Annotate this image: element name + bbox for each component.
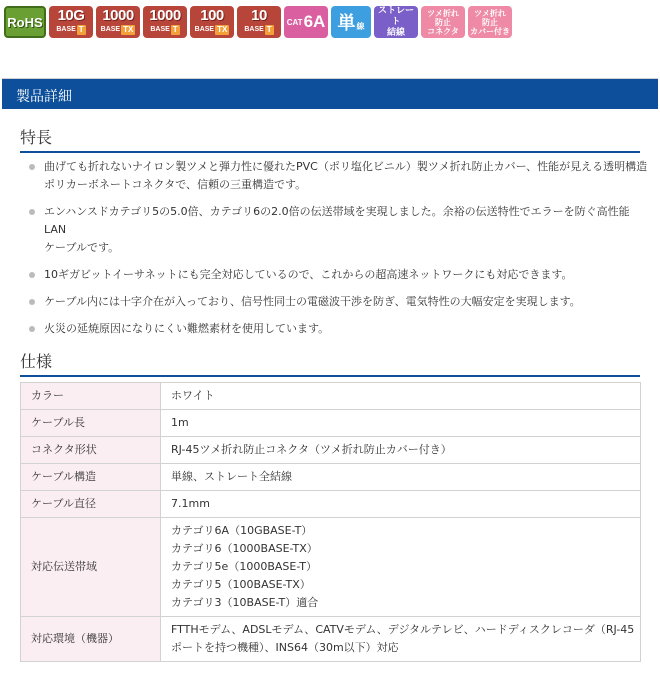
speed-badge-number: 10G [57, 7, 85, 24]
pink-badge-line2: 防止 [482, 17, 498, 27]
single-wire-badge-big: 単 [337, 13, 356, 34]
feature-text-line1: エンハンスドカテゴリ5の5.0倍、カテゴリ6の2.0倍の伝送帯域を実現しました。余裕の伝送特性でエラーを防ぐ高性能LAN [44, 205, 630, 236]
speed-badge-tag: TX [123, 25, 134, 34]
band-line: カテゴリ6（1000BASE-TX） [171, 542, 318, 555]
rohs-badge [4, 6, 46, 38]
bullet-icon [29, 209, 35, 215]
cat6a-badge [284, 6, 328, 38]
table-row [21, 518, 641, 617]
table-row [21, 410, 641, 437]
single-wire-badge [331, 6, 371, 38]
cat-badge-value: 6A [303, 12, 326, 31]
spec-value-env [161, 617, 641, 662]
speed-badge-base: BASE [150, 26, 170, 33]
spec-value: 7.1mm [161, 491, 641, 518]
speed-badge-base: BASE [244, 26, 264, 33]
feature-badges [4, 6, 512, 40]
spec-label: 対応環境（機器） [21, 617, 161, 662]
rohs-badge-label: RoHS [7, 14, 43, 30]
spec-value: RJ-45ツメ折れ防止コネクタ（ツメ折れ防止カバー付き） [161, 437, 641, 464]
env-line1: FTTHモデム、ADSLモデム、CATVモデム、デジタルテレビ、ハードディスクレコーダ（RJ-45 [171, 623, 635, 636]
spec-value: 1m [161, 410, 641, 437]
bullet-icon [29, 272, 35, 278]
spec-value: 単線、ストレート全結線 [161, 464, 641, 491]
band-line: カテゴリ5e（1000BASE-T） [171, 560, 318, 573]
spec-value-bands [161, 518, 641, 617]
bullet-icon [29, 299, 35, 305]
band-line: カテゴリ5（100BASE-TX） [171, 578, 311, 591]
product-details-title: 製品詳細 [16, 89, 72, 105]
feature-text-line2: ケーブルです。 [44, 241, 120, 254]
feature-item [28, 266, 648, 284]
latch-protect-connector-badge [421, 6, 465, 38]
speed-badge-10gbase-t [49, 6, 93, 38]
feature-text-line1: ケーブル内には十字介在が入っており、信号性同士の電磁波干渉を防ぎ、電気特性の大幅安定を実現します。 [44, 295, 581, 308]
straight-badge-line2: 結線 [386, 27, 405, 38]
band-line: カテゴリ3（10BASE-T）適合 [171, 596, 319, 609]
feature-text-line1: 火災の延焼原因になりにくい難燃素材を使用しています。 [44, 322, 330, 335]
speed-badge-base: BASE [56, 26, 76, 33]
band-line: カテゴリ6A（10GBASE-T） [171, 524, 313, 537]
table-row [21, 617, 641, 662]
feature-text-line1: 曲げても折れないナイロン製ツメと弾力性に優れたPVC（ポリ塩化ビニル）製ツメ折れ防止カバー、性能が見える透明構造 [44, 160, 648, 173]
speed-badge-base: BASE [194, 26, 215, 33]
spec-heading: 仕様 [20, 349, 640, 377]
speed-badge-1000base-tx [96, 6, 140, 38]
straight-badge-line1: ストレート [377, 6, 414, 27]
spec-label: ケーブル構造 [21, 464, 161, 491]
table-row [21, 437, 641, 464]
speed-badge-number: 1000 [149, 7, 181, 24]
speed-badge-1000base-t [143, 6, 187, 38]
spec-label: ケーブル長 [21, 410, 161, 437]
spec-label: ケーブル直径 [21, 491, 161, 518]
features-heading: 特長 [20, 125, 640, 153]
env-line2: ポートを持つ機種）、INS64（30m以下）対応 [171, 641, 399, 654]
speed-badge-100base-tx [190, 6, 234, 38]
pink-badge-line1: ツメ折れ [427, 8, 459, 18]
speed-badge-tag: TX [217, 25, 228, 34]
bullet-icon [29, 326, 35, 332]
speed-badge-tag: T [78, 25, 84, 34]
pink-badge-line1: ツメ折れ [474, 8, 506, 18]
single-wire-badge-small: 線 [356, 21, 365, 31]
spec-label: 対応伝送帯域 [21, 518, 161, 617]
table-row [21, 491, 641, 518]
feature-text-line2: ポリカーボネートコネクタで、信頼の三重構造です。 [44, 178, 307, 191]
speed-badge-number: 10 [251, 7, 267, 24]
spec-value: ホワイト [161, 383, 641, 410]
speed-badge-tag: T [172, 25, 178, 34]
speed-badge-number: 100 [200, 7, 224, 24]
pink-badge-line3: コネクタ [427, 26, 459, 36]
feature-item [28, 203, 648, 257]
straight-wiring-badge [374, 6, 418, 38]
spec-label: コネクタ形状 [21, 437, 161, 464]
speed-badge-tag: T [266, 25, 272, 34]
features-list [28, 158, 648, 347]
feature-item [28, 158, 648, 194]
table-row [21, 383, 641, 410]
speed-badge-number: 1000 [102, 7, 134, 24]
bullet-icon [29, 164, 35, 170]
table-row [21, 464, 641, 491]
feature-text-line1: 10ギガビットイーサネットにも完全対応しているので、これからの超高速ネットワークにも対応できます。 [44, 268, 573, 281]
feature-item [28, 293, 648, 311]
spec-label: カラー [21, 383, 161, 410]
pink-badge-line2: 防止 [435, 17, 451, 27]
feature-item [28, 320, 648, 338]
pink-badge-line3: カバー付き [470, 26, 510, 36]
spec-table [20, 382, 641, 662]
speed-badge-base: BASE [100, 26, 121, 33]
cat-badge-prefix: CAT [286, 17, 303, 27]
speed-badge-10base-t [237, 6, 281, 38]
latch-protect-cover-badge [468, 6, 512, 38]
product-details-header [2, 78, 658, 109]
